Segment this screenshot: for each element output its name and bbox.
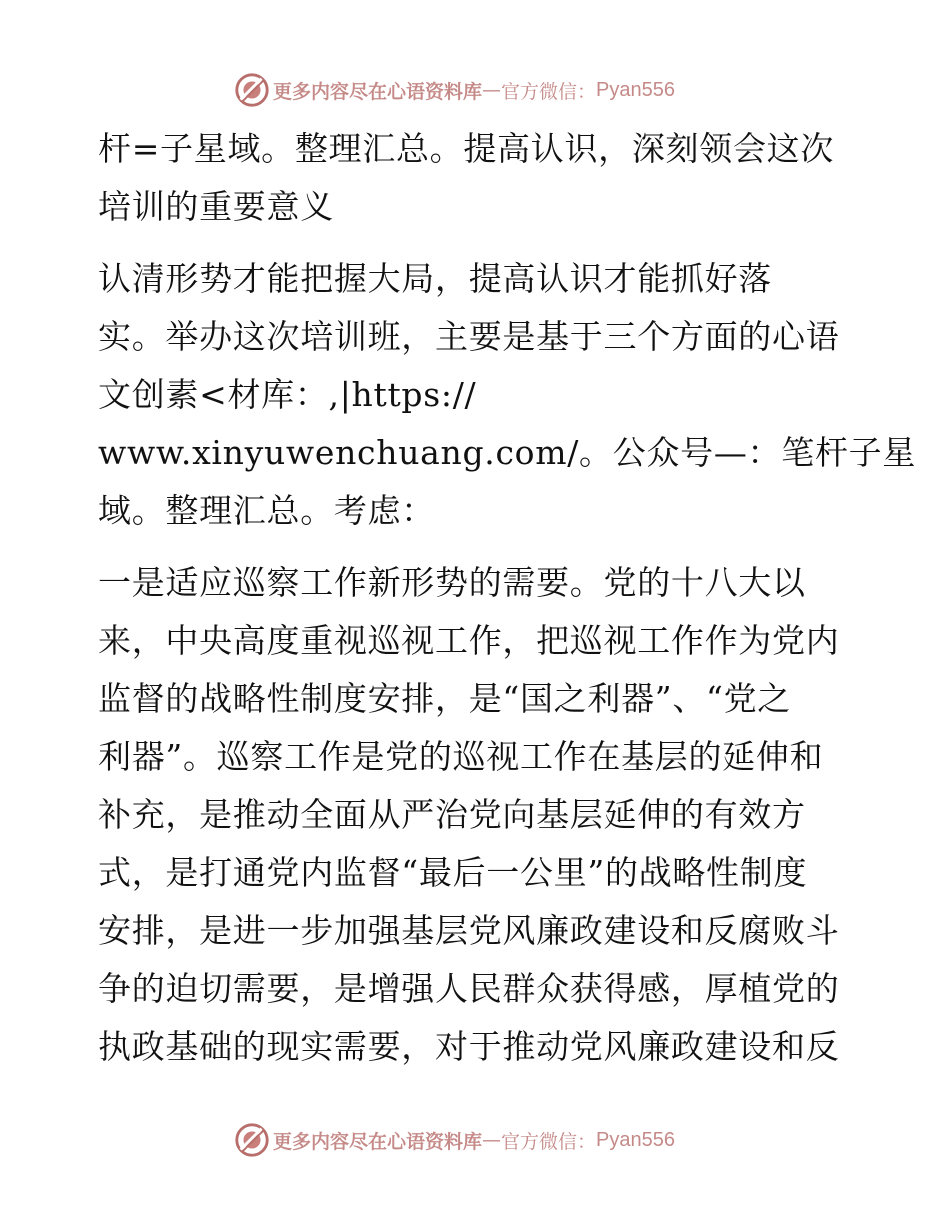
text-line: 安排，是进一步加强基层党风廉政建设和反腐败斗 <box>98 911 840 950</box>
text-line: 文创素<材库：,|https:// <box>98 375 477 414</box>
footer-banner <box>233 1118 675 1162</box>
text-line: 利器”。巡察工作是党的巡视工作在基层的延伸和 <box>98 737 824 776</box>
text-line: 实。举办这次培训班，主要是基于三个方面的心语 <box>98 317 840 356</box>
text-line: 杆=子星域。整理汇总。提高认识，深刻领会这次 <box>98 129 835 168</box>
text-line: 一是适应巡察工作新形势的需要。党的十八大以 <box>98 563 806 602</box>
brand-logo-icon <box>233 1121 271 1159</box>
footer-banner-rule: — <box>482 1129 502 1151</box>
paragraph-2 <box>98 250 917 540</box>
text-line: 式，是打通党内监督“最后一公里”的战略性制度 <box>98 853 808 892</box>
footer-wechat-label: 官方微信： <box>501 1130 597 1153</box>
text-line: 监督的战略性制度安排，是“国之利器”、“党之 <box>98 679 792 718</box>
text-line: 培训的重要意义 <box>98 187 334 226</box>
text-line: 争的迫切需要，是增强人民群众获得感，厚植党的 <box>98 969 840 1008</box>
footer-wechat-id: Pyan556 <box>596 1128 675 1151</box>
text-line: 补充，是推动全面从严治党向基层延伸的有效方 <box>98 795 806 834</box>
header-banner-text: 更多内容尽在心语资料库 <box>273 80 483 103</box>
text-line: 来，中央高度重视巡视工作，把巡视工作作为党内 <box>98 621 840 660</box>
document-body <box>98 120 917 1076</box>
header-banner <box>233 68 675 112</box>
header-wechat-id: Pyan556 <box>596 78 675 101</box>
text-line: 执政基础的现实需要，对于推动党风廉政建设和反 <box>98 1027 840 1066</box>
text-line: 认清形势才能把握大局，提高认识才能抓好落 <box>98 259 772 298</box>
paragraph-1 <box>98 120 858 236</box>
brand-logo-icon <box>233 71 271 109</box>
footer-banner-text: 更多内容尽在心语资料库 <box>273 1130 483 1153</box>
text-line: www.xinyuwenchuang.com/。公众号—：笔杆子星 <box>98 433 917 472</box>
text-line: 域。整理汇总。考虑： <box>98 491 435 530</box>
header-banner-rule: — <box>482 79 502 101</box>
paragraph-3 <box>98 554 858 1076</box>
header-wechat-label: 官方微信： <box>501 80 597 103</box>
